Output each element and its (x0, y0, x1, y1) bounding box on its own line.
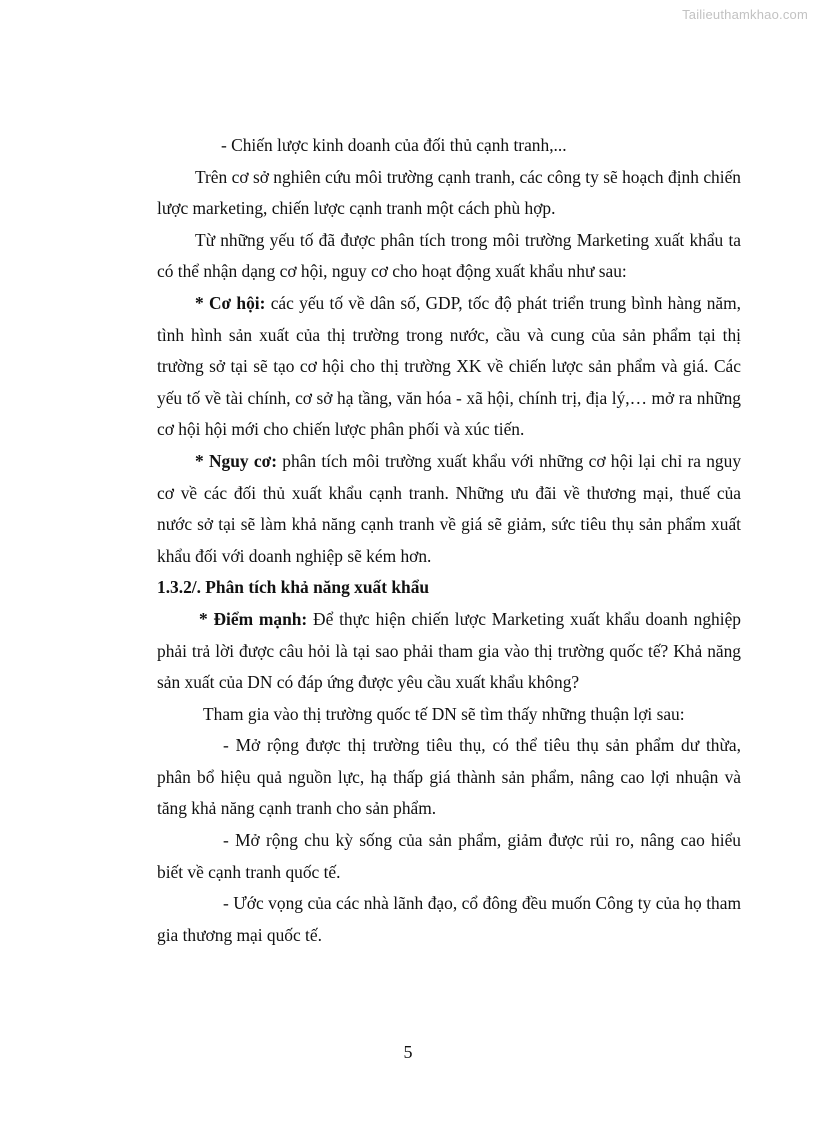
opportunities-text: các yếu tố về dân số, GDP, tốc độ phát triển trung bình hàng năm, tình hình sản xuất của thị trường trong nước, cầu và cung của sản phẩm tại thị trường sở tại sẽ tạo cơ hội cho thị trường XK về chiến lược sản phẩm và giá. Các yếu tố về tài chính, cơ sở hạ tầng, văn hóa - xã hội, chính trị, địa lý,… mở ra những cơ hội hội mới cho chiến lược phân phối và xúc tiến. (157, 292, 741, 440)
strengths-label: * Điểm mạnh: (199, 608, 308, 629)
paragraph-advantage-market: - Mở rộng được thị trường tiêu thụ, có thể tiêu thụ sản phẩm dư thừa, phân bổ hiệu quả nguồn lực, hạ thấp giá thành sản phẩm, nâng cao lợi nhuận và tăng khả năng cạnh tranh cho sản phẩm. (157, 735, 741, 819)
section-heading: 1.3.2/. Phân tích khả năng xuất khẩu (157, 577, 430, 598)
strengths-text: Để thực hiện chiến lược Marketing xuất khẩu doanh nghiệp phải trả lời được câu hỏi là tại sao phải tham gia vào thị trường quốc tế? Khả năng sản xuất của DN có đáp ứng được yêu cầu xuất khẩu không? (157, 608, 741, 693)
paragraph-marketing-factors: Từ những yếu tố đã được phân tích trong môi trường Marketing xuất khẩu ta có thể nhận dạng cơ hội, nguy cơ cho hoạt động xuất khẩu như sau: (157, 229, 741, 282)
paragraph-advantages-intro: Tham gia vào thị trường quốc tế DN sẽ tìm thấy những thuận lợi sau: (203, 703, 685, 724)
paragraph-competitor-strategy: - Chiến lược kinh doanh của đối thủ cạnh tranh,... (221, 135, 567, 155)
opportunities-label: * Cơ hội: (195, 292, 266, 313)
page-number: 5 (403, 1042, 413, 1062)
paragraph-strengths (157, 604, 741, 699)
paragraph-threats (157, 446, 741, 572)
paragraph-advantage-lifecycle: - Mở rộng chu kỳ sống của sản phẩm, giảm được rủi ro, nâng cao hiểu biết về cạnh tranh quốc tế. (157, 830, 741, 882)
paragraph-competitive-environment: Trên cơ sở nghiên cứu môi trường cạnh tranh, các công ty sẽ hoạch định chiến lược marketing, chiến lược cạnh tranh một cách phù hợp. (157, 166, 741, 219)
threats-text: phân tích môi trường xuất khẩu với những cơ hội lại chỉ ra nguy cơ về các đối thủ xuất khẩu cạnh tranh. Những ưu đãi về thương mại, thuế của nước sở tại sẽ làm khả năng cạnh tranh về giá sẽ giảm, sức tiêu thụ sản phẩm xuất khẩu đối với doanh nghiệp sẽ kém hơn. (157, 450, 742, 566)
document-body (157, 130, 741, 951)
threats-label: * Nguy cơ: (195, 450, 277, 471)
paragraph-opportunities (157, 288, 741, 446)
watermark: Tailieuthamkhao.com (682, 7, 808, 22)
paragraph-advantage-leaders: - Ước vọng của các nhà lãnh đạo, cổ đông đều muốn Công ty của họ tham gia thương mại quốc tế. (157, 893, 741, 945)
